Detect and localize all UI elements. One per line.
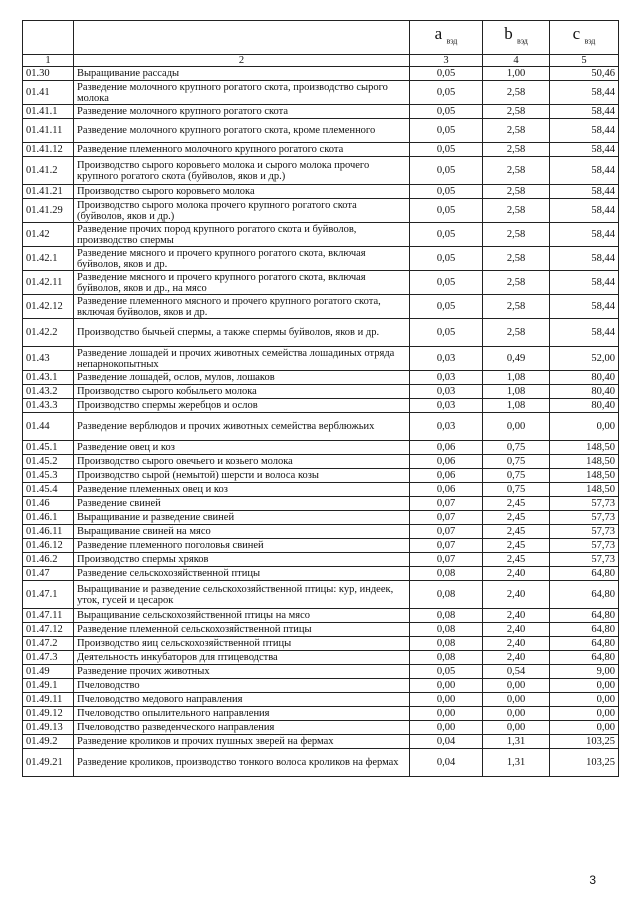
row-value-b: 0,75 bbox=[483, 455, 550, 469]
row-code: 01.45.1 bbox=[23, 441, 74, 455]
row-code: 01.49.11 bbox=[23, 693, 74, 707]
row-value-c: 0,00 bbox=[550, 721, 619, 735]
row-code: 01.45.4 bbox=[23, 483, 74, 497]
row-value-a: 0,07 bbox=[410, 525, 483, 539]
row-value-c: 103,25 bbox=[550, 735, 619, 749]
row-code: 01.49.1 bbox=[23, 679, 74, 693]
row-value-a: 0,03 bbox=[410, 399, 483, 413]
row-code: 01.47.12 bbox=[23, 623, 74, 637]
row-code: 01.42.11 bbox=[23, 271, 74, 295]
row-name: Разведение племенного поголовья свиней bbox=[74, 539, 410, 553]
row-code: 01.47.1 bbox=[23, 581, 74, 609]
table-row bbox=[23, 707, 619, 721]
column-number: 3 bbox=[410, 55, 483, 67]
table-row bbox=[23, 483, 619, 497]
table-row bbox=[23, 441, 619, 455]
row-value-c: 64,80 bbox=[550, 637, 619, 651]
row-value-a: 0,06 bbox=[410, 441, 483, 455]
row-code: 01.30 bbox=[23, 67, 74, 81]
row-name: Разведение мясного и прочего крупного рогатого скота, включая буйволов, яков и др. bbox=[74, 247, 410, 271]
row-code: 01.41 bbox=[23, 81, 74, 105]
row-name: Выращивание сельскохозяйственной птицы на мясо bbox=[74, 609, 410, 623]
row-code: 01.41.21 bbox=[23, 185, 74, 199]
row-value-c: 57,73 bbox=[550, 497, 619, 511]
row-value-c: 0,00 bbox=[550, 679, 619, 693]
row-name: Пчеловодство bbox=[74, 679, 410, 693]
row-value-c: 58,44 bbox=[550, 81, 619, 105]
row-code: 01.49.13 bbox=[23, 721, 74, 735]
row-value-c: 58,44 bbox=[550, 199, 619, 223]
row-value-c: 58,44 bbox=[550, 247, 619, 271]
row-name: Разведение сельскохозяйственной птицы bbox=[74, 567, 410, 581]
row-code: 01.46.11 bbox=[23, 525, 74, 539]
row-value-a: 0,07 bbox=[410, 497, 483, 511]
row-value-c: 58,44 bbox=[550, 185, 619, 199]
table-row bbox=[23, 749, 619, 777]
row-name: Пчеловодство разведенческого направления bbox=[74, 721, 410, 735]
row-code: 01.46.12 bbox=[23, 539, 74, 553]
table-row bbox=[23, 567, 619, 581]
row-value-a: 0,08 bbox=[410, 567, 483, 581]
row-value-a: 0,00 bbox=[410, 679, 483, 693]
row-name: Выращивание рассады bbox=[74, 67, 410, 81]
row-code: 01.47.11 bbox=[23, 609, 74, 623]
row-code: 01.46.1 bbox=[23, 511, 74, 525]
table-row bbox=[23, 553, 619, 567]
table-row bbox=[23, 469, 619, 483]
row-name: Разведение свиней bbox=[74, 497, 410, 511]
table-row bbox=[23, 497, 619, 511]
row-code: 01.45.2 bbox=[23, 455, 74, 469]
table-row bbox=[23, 157, 619, 185]
table-row bbox=[23, 67, 619, 81]
row-value-b: 2,40 bbox=[483, 609, 550, 623]
table-row bbox=[23, 679, 619, 693]
table-row bbox=[23, 223, 619, 247]
row-code: 01.41.2 bbox=[23, 157, 74, 185]
row-value-a: 0,06 bbox=[410, 469, 483, 483]
row-value-a: 0,05 bbox=[410, 199, 483, 223]
row-value-b: 0,00 bbox=[483, 693, 550, 707]
row-value-a: 0,08 bbox=[410, 637, 483, 651]
row-name: Разведение мясного и прочего крупного рогатого скота, включая буйволов, яков и др., на мясо bbox=[74, 271, 410, 295]
row-code: 01.49.12 bbox=[23, 707, 74, 721]
row-code: 01.44 bbox=[23, 413, 74, 441]
row-code: 01.49 bbox=[23, 665, 74, 679]
row-code: 01.42.12 bbox=[23, 295, 74, 319]
table-row bbox=[23, 637, 619, 651]
table-row bbox=[23, 119, 619, 143]
row-name: Производство сырого коровьего молока и сырого молока прочего крупного рогатого скота (буйволов, яков и др.) bbox=[74, 157, 410, 185]
row-value-c: 52,00 bbox=[550, 347, 619, 371]
row-name: Производство сырого кобыльего молока bbox=[74, 385, 410, 399]
row-code: 01.41.29 bbox=[23, 199, 74, 223]
row-value-a: 0,05 bbox=[410, 271, 483, 295]
row-value-a: 0,08 bbox=[410, 623, 483, 637]
row-name: Выращивание и разведение сельскохозяйственной птицы: кур, индеек, уток, гусей и цесарок bbox=[74, 581, 410, 609]
row-value-c: 0,00 bbox=[550, 693, 619, 707]
row-value-b: 2,58 bbox=[483, 247, 550, 271]
column-number: 5 bbox=[550, 55, 619, 67]
row-value-a: 0,05 bbox=[410, 295, 483, 319]
table-row bbox=[23, 623, 619, 637]
row-name: Разведение верблюдов и прочих животных семейства верблюжьих bbox=[74, 413, 410, 441]
row-value-c: 64,80 bbox=[550, 609, 619, 623]
table-row bbox=[23, 385, 619, 399]
header-name bbox=[74, 21, 410, 55]
row-value-b: 2,58 bbox=[483, 271, 550, 295]
row-value-c: 148,50 bbox=[550, 441, 619, 455]
row-name: Производство спермы хряков bbox=[74, 553, 410, 567]
row-value-c: 57,73 bbox=[550, 525, 619, 539]
table-row bbox=[23, 319, 619, 347]
row-value-b: 2,58 bbox=[483, 319, 550, 347]
row-code: 01.42 bbox=[23, 223, 74, 247]
row-value-a: 0,03 bbox=[410, 413, 483, 441]
table-row bbox=[23, 105, 619, 119]
table-row bbox=[23, 455, 619, 469]
row-name: Пчеловодство опылительного направления bbox=[74, 707, 410, 721]
row-value-a: 0,05 bbox=[410, 105, 483, 119]
row-code: 01.41.12 bbox=[23, 143, 74, 157]
row-value-b: 2,45 bbox=[483, 497, 550, 511]
column-number: 2 bbox=[74, 55, 410, 67]
row-value-a: 0,05 bbox=[410, 185, 483, 199]
row-value-b: 2,40 bbox=[483, 637, 550, 651]
header-a: a $_{вэд}$ bbox=[410, 21, 483, 55]
table-row bbox=[23, 413, 619, 441]
row-name: Разведение прочих животных bbox=[74, 665, 410, 679]
row-code: 01.43.3 bbox=[23, 399, 74, 413]
row-value-a: 0,00 bbox=[410, 707, 483, 721]
row-value-c: 50,46 bbox=[550, 67, 619, 81]
row-code: 01.43.1 bbox=[23, 371, 74, 385]
row-name: Разведение прочих пород крупного рогатого скота и буйволов, производство спермы bbox=[74, 223, 410, 247]
row-value-b: 1,08 bbox=[483, 399, 550, 413]
row-value-c: 58,44 bbox=[550, 271, 619, 295]
row-value-a: 0,05 bbox=[410, 319, 483, 347]
row-value-c: 57,73 bbox=[550, 511, 619, 525]
row-value-c: 9,00 bbox=[550, 665, 619, 679]
column-numbering-row bbox=[23, 55, 619, 67]
row-code: 01.47.2 bbox=[23, 637, 74, 651]
row-value-c: 0,00 bbox=[550, 707, 619, 721]
table-row bbox=[23, 185, 619, 199]
row-value-a: 0,03 bbox=[410, 385, 483, 399]
row-value-c: 64,80 bbox=[550, 651, 619, 665]
table-row bbox=[23, 539, 619, 553]
row-value-b: 2,45 bbox=[483, 525, 550, 539]
row-value-a: 0,04 bbox=[410, 749, 483, 777]
row-value-a: 0,05 bbox=[410, 143, 483, 157]
table-row bbox=[23, 665, 619, 679]
row-value-c: 58,44 bbox=[550, 105, 619, 119]
table-header-row bbox=[23, 21, 619, 55]
table-row bbox=[23, 609, 619, 623]
row-value-a: 0,00 bbox=[410, 693, 483, 707]
row-value-b: 1,31 bbox=[483, 735, 550, 749]
table-row bbox=[23, 525, 619, 539]
row-name: Деятельность инкубаторов для птицеводства bbox=[74, 651, 410, 665]
row-value-b: 2,40 bbox=[483, 651, 550, 665]
row-value-c: 58,44 bbox=[550, 295, 619, 319]
row-value-b: 0,00 bbox=[483, 721, 550, 735]
row-value-b: 2,40 bbox=[483, 581, 550, 609]
table-row bbox=[23, 581, 619, 609]
coefficients-table bbox=[22, 20, 619, 777]
row-code: 01.43.2 bbox=[23, 385, 74, 399]
row-value-c: 58,44 bbox=[550, 223, 619, 247]
row-value-b: 2,45 bbox=[483, 539, 550, 553]
row-name: Производство сырой (немытой) шерсти и волоса козы bbox=[74, 469, 410, 483]
row-code: 01.41.11 bbox=[23, 119, 74, 143]
table-row bbox=[23, 721, 619, 735]
row-name: Производство яиц сельскохозяйственной птицы bbox=[74, 637, 410, 651]
row-value-b: 0,54 bbox=[483, 665, 550, 679]
row-value-a: 0,05 bbox=[410, 223, 483, 247]
row-name: Разведение молочного крупного рогатого скота, производство сырого молока bbox=[74, 81, 410, 105]
row-name: Разведение лошадей и прочих животных семейства лошадиных отряда непарнокопытных bbox=[74, 347, 410, 371]
row-value-b: 0,75 bbox=[483, 483, 550, 497]
row-value-b: 1,08 bbox=[483, 385, 550, 399]
row-code: 01.47 bbox=[23, 567, 74, 581]
row-value-b: 0,49 bbox=[483, 347, 550, 371]
row-value-c: 58,44 bbox=[550, 157, 619, 185]
row-value-a: 0,03 bbox=[410, 371, 483, 385]
row-value-c: 58,44 bbox=[550, 319, 619, 347]
row-name: Разведение овец и коз bbox=[74, 441, 410, 455]
row-name: Разведение кроликов, производство тонкого волоса кроликов на фермах bbox=[74, 749, 410, 777]
table-row bbox=[23, 143, 619, 157]
row-value-c: 148,50 bbox=[550, 469, 619, 483]
row-value-c: 58,44 bbox=[550, 143, 619, 157]
row-value-a: 0,05 bbox=[410, 119, 483, 143]
row-value-b: 2,58 bbox=[483, 143, 550, 157]
row-name: Производство сырого молока прочего крупного рогатого скота (буйволов, яков и др.) bbox=[74, 199, 410, 223]
row-code: 01.41.1 bbox=[23, 105, 74, 119]
row-code: 01.42.1 bbox=[23, 247, 74, 271]
page-number: 3 bbox=[589, 873, 596, 887]
row-name: Разведение племенной сельскохозяйственной птицы bbox=[74, 623, 410, 637]
row-value-a: 0,03 bbox=[410, 347, 483, 371]
row-value-a: 0,08 bbox=[410, 581, 483, 609]
row-value-a: 0,06 bbox=[410, 455, 483, 469]
table-row bbox=[23, 371, 619, 385]
row-value-c: 148,50 bbox=[550, 455, 619, 469]
row-name: Разведение племенных овец и коз bbox=[74, 483, 410, 497]
row-code: 01.49.21 bbox=[23, 749, 74, 777]
table-row bbox=[23, 651, 619, 665]
row-code: 01.46 bbox=[23, 497, 74, 511]
row-value-c: 57,73 bbox=[550, 539, 619, 553]
row-value-b: 2,58 bbox=[483, 81, 550, 105]
row-value-c: 58,44 bbox=[550, 119, 619, 143]
row-name: Пчеловодство медового направления bbox=[74, 693, 410, 707]
row-value-c: 80,40 bbox=[550, 371, 619, 385]
row-value-b: 2,45 bbox=[483, 553, 550, 567]
table-row bbox=[23, 399, 619, 413]
row-value-a: 0,05 bbox=[410, 665, 483, 679]
column-number: 4 bbox=[483, 55, 550, 67]
row-name: Разведение молочного крупного рогатого скота, кроме племенного bbox=[74, 119, 410, 143]
row-value-a: 0,05 bbox=[410, 67, 483, 81]
row-value-b: 2,58 bbox=[483, 185, 550, 199]
row-code: 01.43 bbox=[23, 347, 74, 371]
row-value-a: 0,07 bbox=[410, 553, 483, 567]
row-value-c: 148,50 bbox=[550, 483, 619, 497]
row-name: Производство сырого овечьего и козьего молока bbox=[74, 455, 410, 469]
row-name: Разведение молочного крупного рогатого скота bbox=[74, 105, 410, 119]
row-name: Производство бычьей спермы, а также спермы буйволов, яков и др. bbox=[74, 319, 410, 347]
row-name: Выращивание свиней на мясо bbox=[74, 525, 410, 539]
table-row bbox=[23, 199, 619, 223]
row-name: Разведение кроликов и прочих пушных зверей на фермах bbox=[74, 735, 410, 749]
row-value-b: 2,58 bbox=[483, 105, 550, 119]
header-code bbox=[23, 21, 74, 55]
row-value-b: 0,00 bbox=[483, 413, 550, 441]
row-value-b: 2,58 bbox=[483, 223, 550, 247]
row-value-b: 2,58 bbox=[483, 199, 550, 223]
table-row bbox=[23, 735, 619, 749]
row-value-b: 0,75 bbox=[483, 469, 550, 483]
row-name: Разведение племенного молочного крупного рогатого скота bbox=[74, 143, 410, 157]
row-value-a: 0,08 bbox=[410, 651, 483, 665]
column-number: 1 bbox=[23, 55, 74, 67]
row-name: Разведение племенного мясного и прочего крупного рогатого скота, включая буйволов, яков и др. bbox=[74, 295, 410, 319]
header-c: c $_{вэд}$ bbox=[550, 21, 619, 55]
table-row bbox=[23, 247, 619, 271]
table-row bbox=[23, 271, 619, 295]
table-row bbox=[23, 295, 619, 319]
row-value-a: 0,00 bbox=[410, 721, 483, 735]
row-value-b: 0,00 bbox=[483, 707, 550, 721]
row-value-a: 0,08 bbox=[410, 609, 483, 623]
row-code: 01.49.2 bbox=[23, 735, 74, 749]
row-value-b: 2,58 bbox=[483, 157, 550, 185]
row-value-a: 0,07 bbox=[410, 511, 483, 525]
row-value-c: 80,40 bbox=[550, 399, 619, 413]
row-value-b: 2,58 bbox=[483, 119, 550, 143]
row-value-c: 57,73 bbox=[550, 553, 619, 567]
row-value-b: 0,00 bbox=[483, 679, 550, 693]
row-value-a: 0,05 bbox=[410, 81, 483, 105]
row-value-a: 0,05 bbox=[410, 247, 483, 271]
row-value-b: 0,75 bbox=[483, 441, 550, 455]
row-value-c: 103,25 bbox=[550, 749, 619, 777]
row-value-b: 1,00 bbox=[483, 67, 550, 81]
row-value-a: 0,06 bbox=[410, 483, 483, 497]
row-code: 01.47.3 bbox=[23, 651, 74, 665]
row-value-b: 1,31 bbox=[483, 749, 550, 777]
table-row bbox=[23, 81, 619, 105]
row-value-c: 64,80 bbox=[550, 567, 619, 581]
row-value-c: 0,00 bbox=[550, 413, 619, 441]
row-value-b: 1,08 bbox=[483, 371, 550, 385]
row-name: Разведение лошадей, ослов, мулов, лошаков bbox=[74, 371, 410, 385]
row-code: 01.42.2 bbox=[23, 319, 74, 347]
table-body bbox=[23, 67, 619, 777]
table-row bbox=[23, 693, 619, 707]
row-code: 01.45.3 bbox=[23, 469, 74, 483]
row-value-c: 80,40 bbox=[550, 385, 619, 399]
row-value-c: 64,80 bbox=[550, 623, 619, 637]
row-name: Производство спермы жеребцов и ослов bbox=[74, 399, 410, 413]
row-value-b: 2,58 bbox=[483, 295, 550, 319]
row-name: Выращивание и разведение свиней bbox=[74, 511, 410, 525]
row-code: 01.46.2 bbox=[23, 553, 74, 567]
table-row bbox=[23, 347, 619, 371]
row-value-a: 0,05 bbox=[410, 157, 483, 185]
row-value-b: 2,45 bbox=[483, 511, 550, 525]
row-value-a: 0,07 bbox=[410, 539, 483, 553]
row-name: Производство сырого коровьего молока bbox=[74, 185, 410, 199]
header-b: b $_{вэд}$ bbox=[483, 21, 550, 55]
row-value-b: 2,40 bbox=[483, 623, 550, 637]
row-value-c: 64,80 bbox=[550, 581, 619, 609]
row-value-a: 0,04 bbox=[410, 735, 483, 749]
table-row bbox=[23, 511, 619, 525]
row-value-b: 2,40 bbox=[483, 567, 550, 581]
